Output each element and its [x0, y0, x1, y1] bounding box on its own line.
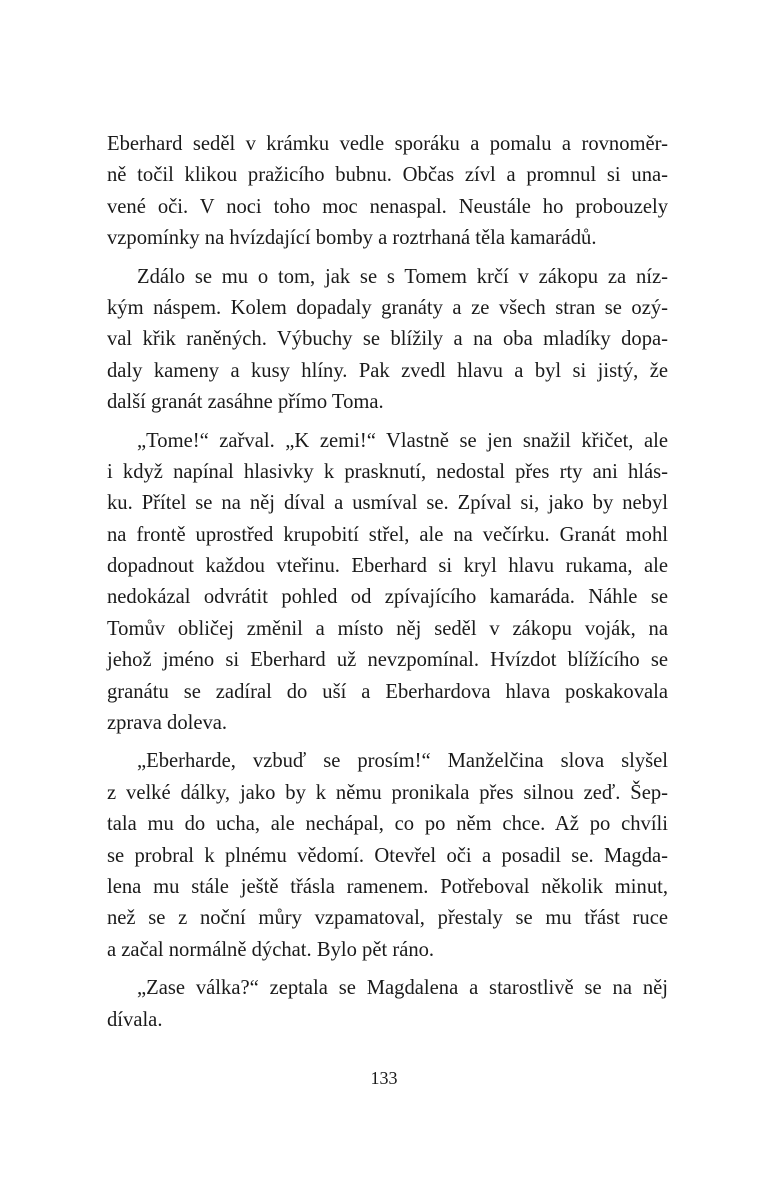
text-line: jehož jméno si Eberhard už nevzpomínal. Hvízdot blížícího se: [107, 649, 668, 672]
text-line: zprava doleva.: [107, 712, 228, 735]
text-line: nedokázal odvrátit pohled od zpívajícího kamaráda. Náhle se: [107, 586, 668, 609]
text-line: val křik raněných. Výbuchy se blížily a na oba mladíky dopa-: [107, 328, 668, 351]
text-line: než se z noční můry vzpamatoval, přestaly se mu třást ruce: [107, 907, 668, 930]
paragraph-4: [107, 746, 668, 966]
paragraph-5: [107, 973, 668, 1036]
text-line: tala mu do ucha, ale nechápal, co po něm chce. Až po chvíli: [107, 813, 668, 836]
paragraph-3: [107, 426, 668, 740]
text-line: ku. Přítel se na něj díval a usmíval se. Zpíval si, jako by nebyl: [107, 492, 668, 515]
text-line: dívala.: [107, 1008, 163, 1031]
text-line: „Zase válka?“ zeptala se Magdalena a starostlivě se na něj: [137, 977, 668, 1000]
text-line: na frontě uprostřed krupobití střel, ale na večírku. Granát mohl: [107, 523, 668, 546]
text-line: dopadnout každou vteřinu. Eberhard si kryl hlavu rukama, ale: [107, 555, 668, 578]
text-line: granátu se zadíral do uší a Eberhardova hlava poskakovala: [107, 680, 668, 703]
text-line: vené oči. V noci toho moc nenaspal. Neustále ho probouzely: [107, 195, 668, 218]
paragraph-1: [107, 129, 668, 255]
text-line: „Tome!“ zařval. „K zemi!“ Vlastně se jen snažil křičet, ale: [137, 429, 668, 452]
text-line: Tomův obličej změnil a místo něj seděl v zákopu voják, na: [107, 617, 668, 640]
text-line: se probral k plnému vědomí. Otevřel oči a posadil se. Magda-: [107, 844, 668, 867]
text-line: lena mu stále ještě třásla ramenem. Potřeboval několik minut,: [107, 875, 668, 898]
text-line: i když napínal hlasivky k prasknutí, nedostal přes rty ani hlás-: [107, 460, 668, 483]
page-number: 133: [370, 1068, 398, 1088]
text-line: Zdálo se mu o tom, jak se s Tomem krčí v zákopu za níz-: [137, 265, 668, 288]
text-line: a začal normálně dýchat. Bylo pět ráno.: [107, 938, 435, 961]
text-line: kým náspem. Kolem dopadaly granáty a ze všech stran se ozý-: [107, 296, 668, 319]
paragraph-2: [107, 262, 668, 419]
text-line: další granát zasáhne přímo Toma.: [107, 391, 384, 414]
text-line: daly kameny a kusy hlíny. Pak zvedl hlavu a byl si jistý, že: [107, 359, 668, 382]
text-line: „Eberharde, vzbuď se prosím!“ Manželčina slova slyšel: [137, 750, 668, 773]
text-line: vzpomínky na hvízdající bomby a roztrhaná těla kamarádů.: [107, 227, 597, 250]
text-line: ně točil klikou pražicího bubnu. Občas zívl a promnul si una-: [107, 164, 668, 187]
text-line: z velké dálky, jako by k němu pronikala přes silnou zeď. Šep-: [107, 781, 668, 804]
text-line: Eberhard seděl v krámku vedle sporáku a pomalu a rovnoměr-: [107, 133, 668, 155]
book-page-text: [107, 129, 668, 1036]
